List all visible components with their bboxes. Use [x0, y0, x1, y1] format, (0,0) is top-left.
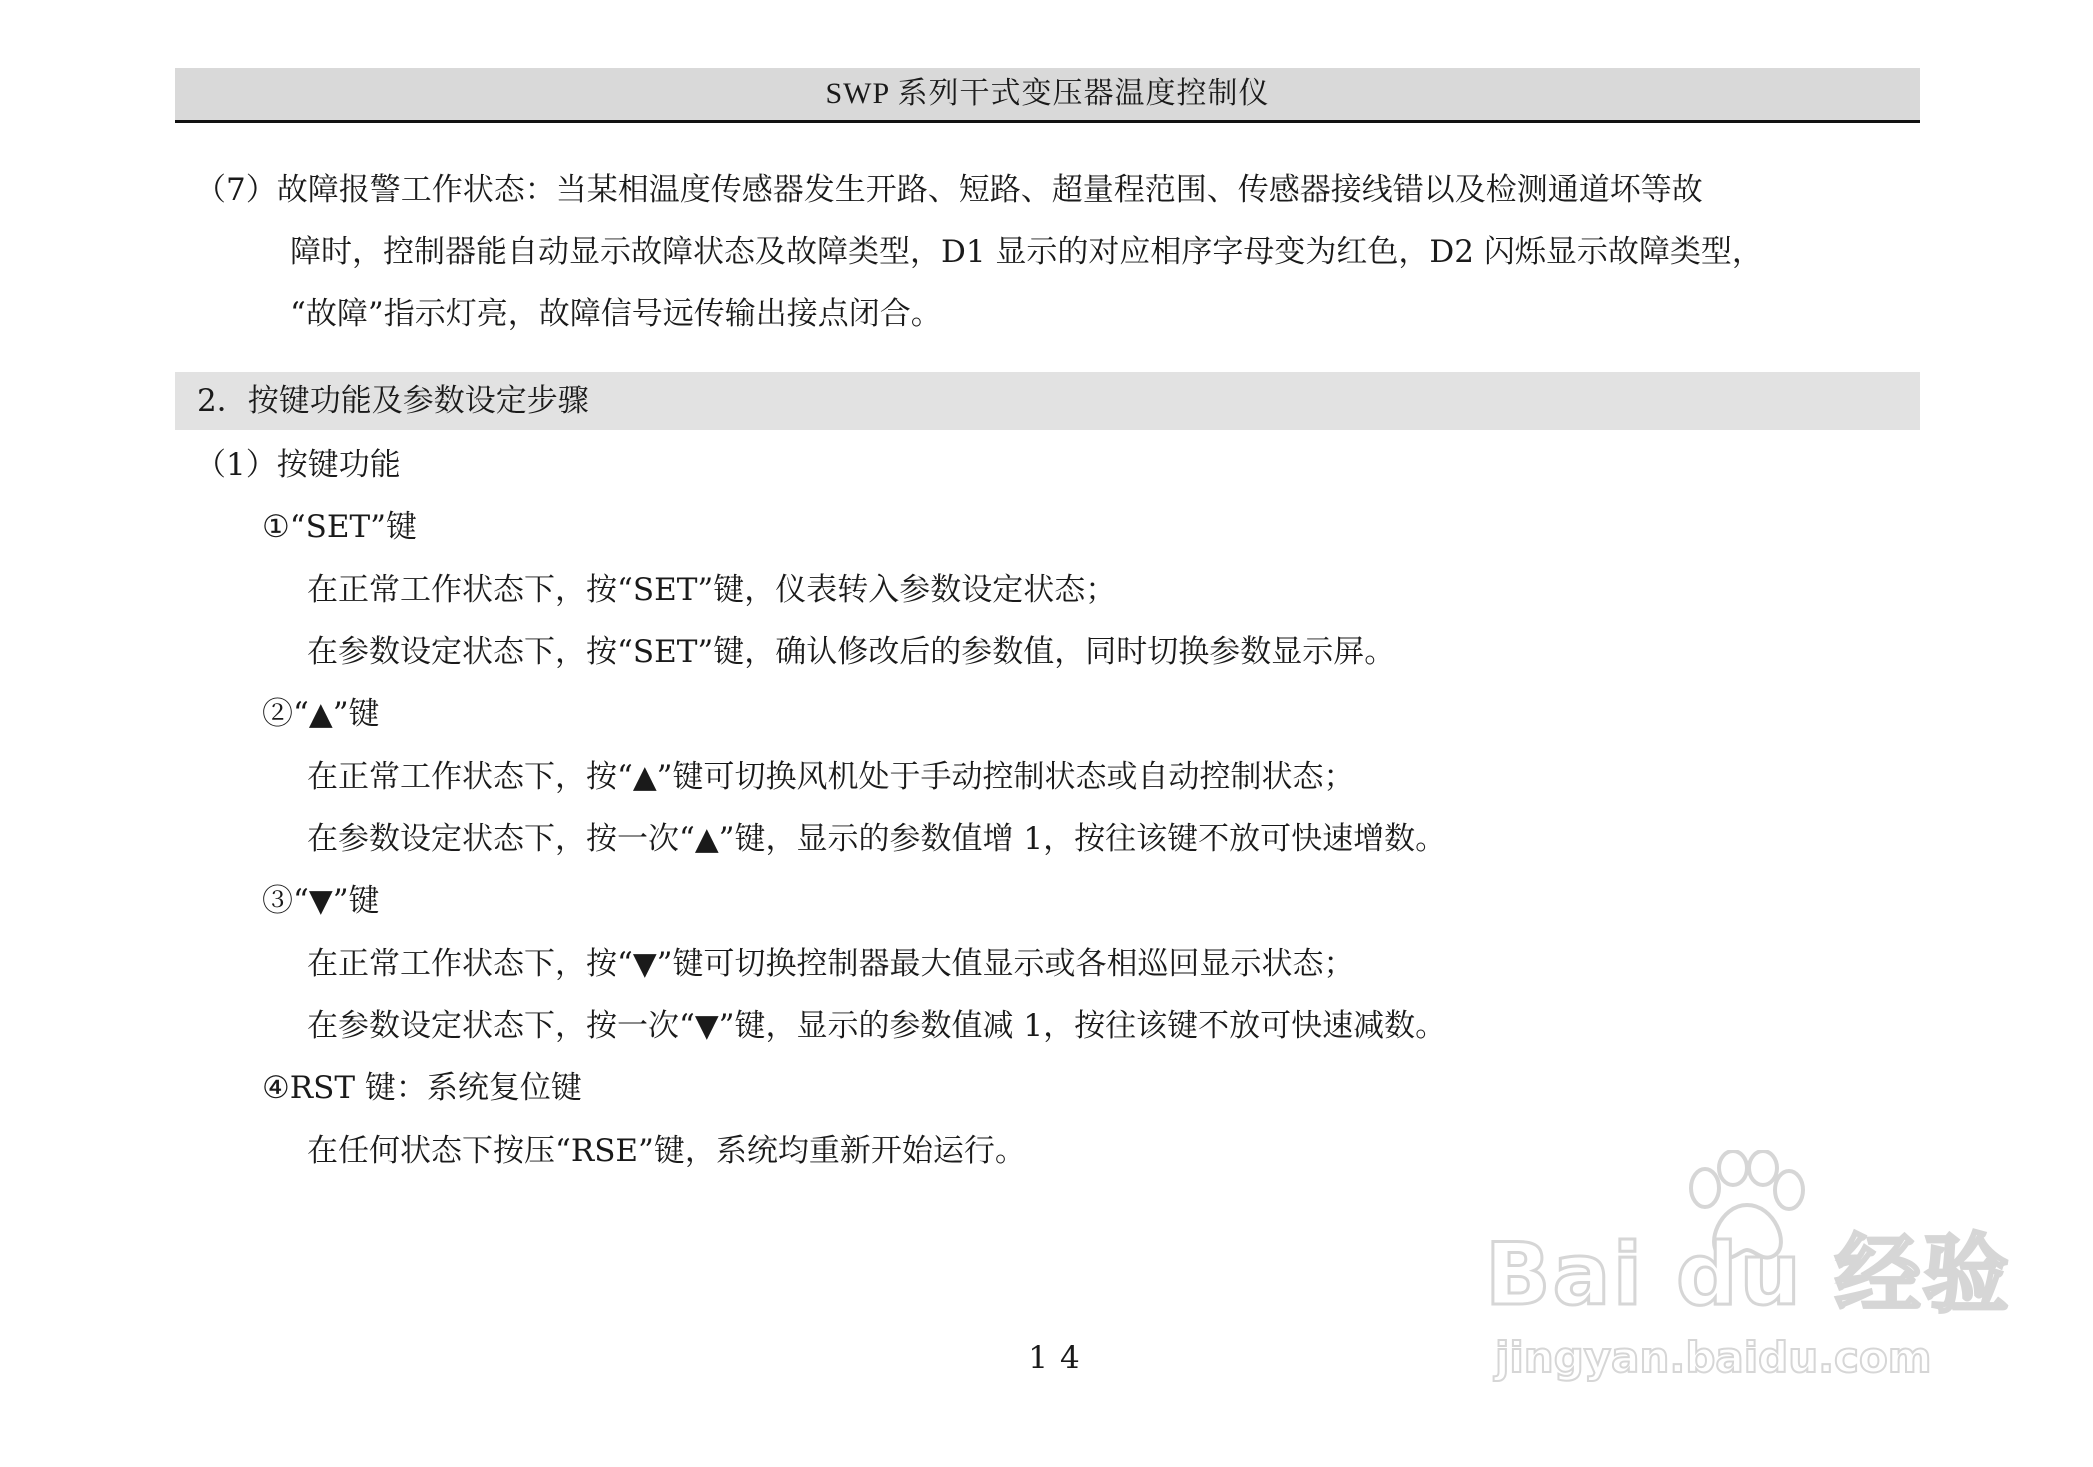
subsection-heading: （1）按键功能	[195, 447, 401, 483]
watermark-url: jingyan.baidu.com	[1495, 1333, 1932, 1382]
up-key-heading: ②“▲”键	[262, 696, 380, 732]
up-key-description-line: 在参数设定状态下，按一次“▲”键，显示的参数值增 1，按往该键不放可快速增数。	[307, 821, 1447, 857]
set-key-description-line: 在参数设定状态下，按“SET”键，确认修改后的参数值，同时切换参数显示屏。	[307, 634, 1396, 670]
header-bar	[175, 68, 1920, 123]
rst-key-heading: ④RST 键：系统复位键	[262, 1070, 582, 1106]
watermark-brand: Bai du 经验	[1485, 1225, 2011, 1325]
fault-state-paragraph-line-3: “故障”指示灯亮，故障信号远传输出接点闭合。	[290, 296, 942, 332]
down-key-heading: ③“▼”键	[262, 883, 380, 919]
document-header-title: SWP 系列干式变压器温度控制仪	[825, 77, 1270, 110]
set-key-heading: ①“SET”键	[262, 509, 418, 545]
section-heading-bar	[175, 372, 1920, 430]
rst-key-description-line: 在任何状态下按压“RSE”键，系统均重新开始运行。	[307, 1133, 1026, 1169]
set-key-description-line: 在正常工作状态下，按“SET”键，仪表转入参数设定状态；	[307, 572, 1117, 608]
section-heading: 2．按键功能及参数设定步骤	[197, 383, 589, 419]
down-key-description-line: 在参数设定状态下，按一次“▼”键，显示的参数值减 1，按往该键不放可快速减数。	[307, 1008, 1447, 1044]
baidu-jingyan-watermark	[1485, 1150, 2011, 1390]
page-number: 14	[1028, 1340, 1092, 1376]
down-key-description-line: 在正常工作状态下，按“▼”键可切换控制器最大值显示或各相巡回显示状态；	[307, 946, 1355, 982]
fault-state-paragraph-line-2: 障时，控制器能自动显示故障状态及故障类型，D1 显示的对应相序字母变为红色，D2 闪烁显示故障类型，	[290, 234, 1763, 270]
fault-state-paragraph-line-1: （7）故障报警工作状态：当某相温度传感器发生开路、短路、超量程范围、传感器接线错以及检测通道坏等故	[195, 172, 1703, 208]
up-key-description-line: 在正常工作状态下，按“▲”键可切换风机处于手动控制状态或自动控制状态；	[307, 759, 1355, 795]
